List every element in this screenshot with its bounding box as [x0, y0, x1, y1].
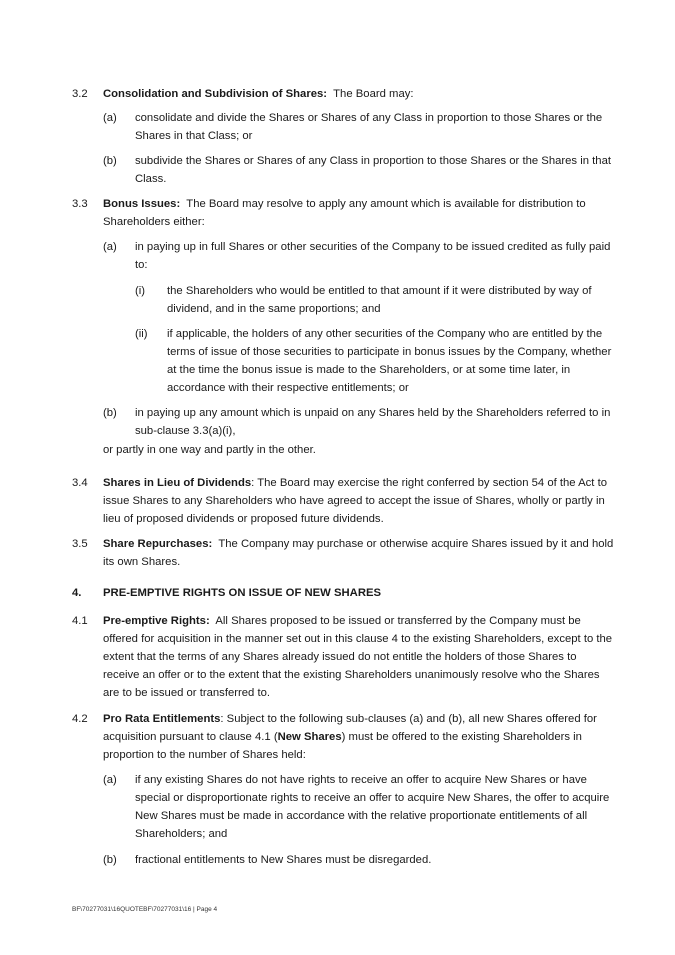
clause-text: : The Board may exercise the right conferred by section 54 of the Act to issue Shares to any Shareholders who have agreed to accept the issue of Shares, wholly or partly in lieu of proposed dividends or proposed future dividends. [103, 477, 607, 525]
clause-text: : Subject to the following sub-clauses (a) and (b), all new Shares offered for acquisition pursuant to clause 4.1 ( [103, 713, 597, 743]
item-label: (b) [103, 407, 117, 419]
clause-text: The Company may purchase or otherwise acquire Shares issued by it and hold its own Shares. [103, 538, 614, 568]
clause-text: The Board may: [333, 88, 414, 100]
clause-title: Share Repurchases: [103, 538, 213, 550]
subitem-label: (ii) [135, 328, 148, 340]
section-number: 4. [72, 587, 82, 599]
item-text: fractional entitlements to New Shares must be disregarded. [135, 854, 432, 866]
clause-text: The Board may resolve to apply any amount which is available for distribution to Shareholders either: [103, 198, 586, 228]
item-label: (b) [103, 155, 117, 167]
subitem-label: (i) [135, 285, 146, 297]
clause-title: Pro Rata Entitlements [103, 713, 221, 725]
item-label: (a) [103, 774, 117, 786]
clause-3-5-body [103, 535, 615, 571]
item-text: consolidate and divide the Shares or Shares of any Class in proportion to those Shares or the Shares in that Class; or [135, 112, 603, 142]
clause-number: 3.3 [72, 198, 88, 210]
defined-term: New Shares [277, 731, 342, 743]
clause-title: Bonus Issues: [103, 198, 181, 210]
item-text: in paying up in full Shares or other securities of the Company to be issued credited as fully paid to: [135, 241, 611, 271]
clause-number: 4.1 [72, 615, 88, 627]
clause-4-2-body [103, 710, 615, 764]
subitem-text: if applicable, the holders of any other securities of the Company who are entitled by the terms of issue of those securities to participate in bonus issues by the Company, whether at the time the bonus issue is made to the Shareholders, or at some time later, in accordance with their respective entitlements; or [167, 328, 612, 394]
clause-tail: or partly in one way and partly in the other. [103, 444, 316, 456]
section-heading: PRE-EMPTIVE RIGHTS ON ISSUE OF NEW SHARES [103, 587, 382, 599]
clause-text: ) must be offered to the existing Shareholders in proportion to the number of Shares held: [103, 731, 582, 761]
subitem-text: the Shareholders who would be entitled to that amount if it were distributed by way of dividend, and in the same proportions; and [167, 285, 592, 315]
item-text: in paying up any amount which is unpaid on any Shares held by the Shareholders referred to in sub-clause 3.3(a)(i), [135, 407, 611, 437]
clause-number: 3.2 [72, 88, 88, 100]
clause-number: 3.5 [72, 538, 88, 550]
clause-3-3-body [103, 195, 615, 231]
clause-title: Consolidation and Subdivision of Shares: [103, 88, 328, 100]
clause-3-2-body [103, 85, 615, 103]
clause-number: 3.4 [72, 477, 88, 489]
item-label: (b) [103, 854, 117, 866]
item-text: if any existing Shares do not have rights to receive an offer to acquire New Shares or have special or disproportionate rights to receive an offer to acquire New Shares, the offer to acquire New Shares must be made in accordance with the relative proportionate entitlements of all Shareholders; and [135, 774, 610, 840]
item-text: subdivide the Shares or Shares of any Class in proportion to those Shares or the Shares in that Class. [135, 155, 611, 185]
clause-number: 4.2 [72, 713, 88, 725]
clause-title: Pre-emptive Rights: [103, 615, 210, 627]
page-footer: BF\70277031\16QUOTEBF\70277031\16 | Page 4 [72, 906, 218, 913]
clause-3-4-body [103, 474, 615, 528]
item-label: (a) [103, 112, 117, 124]
clause-4-1-body [103, 612, 615, 702]
clause-text: All Shares proposed to be issued or transferred by the Company must be offered for acquisition in the manner set out in this clause 4 to the existing Shareholders, except to the extent that the terms of any Shares already issued do not entitle the holders of those Shares to receive an offer or to the extent that the existing Shareholders unanimously resolve who the Shares are to be issued or transferred to. [103, 615, 613, 699]
clause-title: Shares in Lieu of Dividends [103, 477, 252, 489]
item-label: (a) [103, 241, 117, 253]
